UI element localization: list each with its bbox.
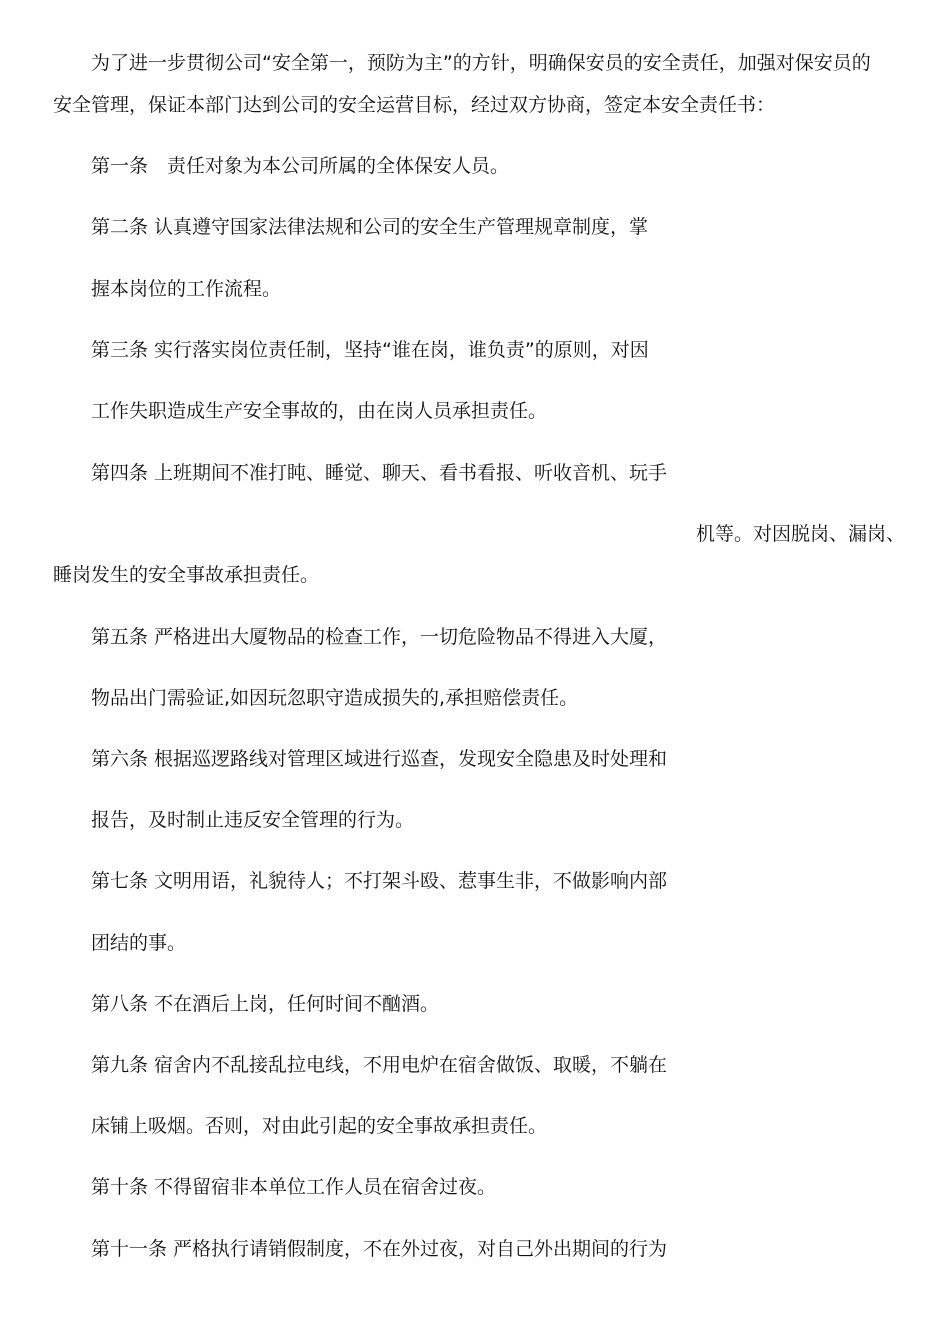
- article-2-line-2: 握本岗位的工作流程。: [91, 278, 282, 300]
- article-5-line-1: 第五条 严格进出大厦物品的检查工作，一切危险物品不得进入大厦，: [91, 626, 668, 648]
- article-3-line-1: 第三条 实行落实岗位责任制，坚持“谁在岗，谁负责”的原则，对因: [91, 339, 649, 361]
- article-4-line-1: 第四条 上班期间不准打盹、睡觉、聊天、看书看报、听收音机、玩手: [91, 462, 668, 484]
- intro-line-2: 安全管理，保证本部门达到公司的安全运营目标，经过双方协商，签定本安全责任书：: [53, 94, 776, 116]
- intro-line-1: 为了进一步贯彻公司“安全第一，预防为主”的方针，明确保安员的安全责任，加强对保安员的: [91, 52, 871, 74]
- article-9-line-1: 第九条 宿舍内不乱接乱拉电线，不用电炉在宿舍做饭、取暖，不躺在: [91, 1054, 668, 1076]
- article-6-line-2: 报告，及时制止违反安全管理的行为。: [91, 809, 415, 831]
- article-4-line-2: 机等。对因脱岗、漏岗、: [696, 523, 906, 545]
- article-7-line-1: 第七条 文明用语，礼貌待人；不打架斗殴、惹事生非，不做影响内部: [91, 870, 668, 892]
- article-2-line-1: 第二条 认真遵守国家法律法规和公司的安全生产管理规章制度，掌: [91, 216, 649, 238]
- article-3-line-2: 工作失职造成生产安全事故的，由在岗人员承担责任。: [91, 400, 548, 422]
- article-6-line-1: 第六条 根据巡逻路线对管理区域进行巡查，发现安全隐患及时处理和: [91, 748, 668, 770]
- article-8-line-1: 第八条 不在酒后上岗，任何时间不酗酒。: [91, 993, 440, 1015]
- article-7-line-2: 团结的事。: [91, 932, 187, 954]
- article-10-line-1: 第十条 不得留宿非本单位工作人员在宿舍过夜。: [91, 1176, 497, 1198]
- article-5-line-2: 物品出门需验证,如因玩忽职守造成损失的,承担赔偿责任。: [91, 687, 579, 709]
- article-11-line-1: 第十一条 严格执行请销假制度，不在外过夜，对自己外出期间的行为: [91, 1238, 668, 1260]
- article-9-line-2: 床铺上吸烟。否则，对由此引起的安全事故承担责任。: [91, 1115, 548, 1137]
- article-4-line-3: 睡岗发生的安全事故承担责任。: [53, 564, 320, 586]
- article-1-line-1: 第一条 责任对象为本公司所属的全体保安人员。: [91, 155, 510, 177]
